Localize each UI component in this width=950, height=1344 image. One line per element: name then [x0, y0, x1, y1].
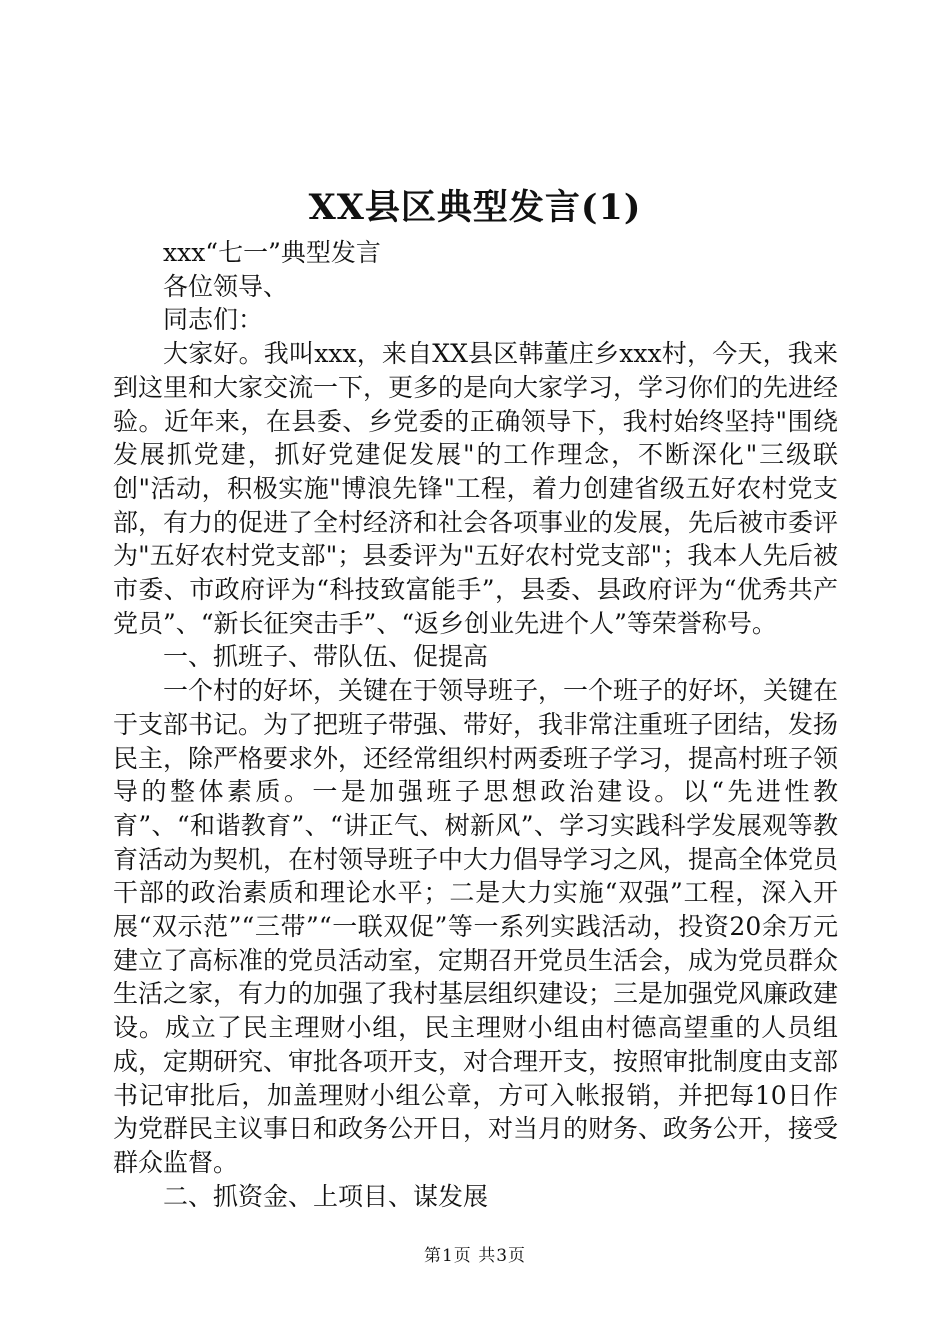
document-body	[113, 236, 838, 1213]
intro-paragraph: 大家好。我叫xxx，来自XX县区韩董庄乡xxx村，今天，我来到这里和大家交流一下，更多的是向大家学习，学习你们的先进经验。近年来，在县委、乡党委的正确领导下，我村始终坚持"围绕发展抓党建，抓好党建促发展"的工作理念，不断深化"三级联创"活动，积极实施"博浪先锋"工程，着力创建省级五好农村党支部，有力的促进了全村经济和社会各项事业的发展，先后被市委评为"五好农村党支部"；县委评为"五好农村党支部"；我本人先后被市委、市政府评为“科技致富能手”，县委、县政府评为“优秀共产党员”、“新长征突击手”、“返乡创业先进个人”等荣誉称号。	[113, 339, 839, 638]
section-heading-2: 二、抓资金、上项目、谋发展	[163, 1181, 489, 1211]
document-title: XX县区典型发言(1)	[308, 187, 642, 228]
section-1-paragraph: 一个村的好坏，关键在于领导班子，一个班子的好坏，关键在于支部书记。为了把班子带强、带好，我非常注重班子团结，发扬民主，除严格要求外，还经常组织村两委班子学习，提高村班子领导的整体素质。一是加强班子思想政治建设。以“先进性教育”、“和谐教育”、“讲正气、树新风”、学习实践科学发展观等教育活动为契机，在村领导班子中大力倡导学习之风，提高全体党员干部的政治素质和理论水平；二是大力实施“双强”工程，深入开展“双示范”“三带”“一联双促”等一系列实践活动，投资20余万元建立了高标准的党员活动室，定期召开党员生活会，成为党员群众生活之家，有力的加强了我村基层组织建设；三是加强党风廉政建设。成立了民主理财小组，民主理财小组由村德高望重的人员组成，定期研究、审批各项开支，对合理开支，按照审批制度由支部书记审批后，加盖理财小组公章，方可入帐报销，并把每10日作为党群民主议事日和政务公开日，对当月的财务、政务公开，接受群众监督。	[113, 676, 839, 1177]
section-heading-1: 一、抓班子、带队伍、促提高	[163, 642, 489, 672]
page-number-footer: 第1页 共3页	[423, 1246, 527, 1266]
speech-heading: xxx“七一”典型发言	[163, 238, 381, 267]
salutation-leaders: 各位领导、	[163, 271, 289, 301]
salutation-comrades: 同志们：	[163, 305, 264, 335]
